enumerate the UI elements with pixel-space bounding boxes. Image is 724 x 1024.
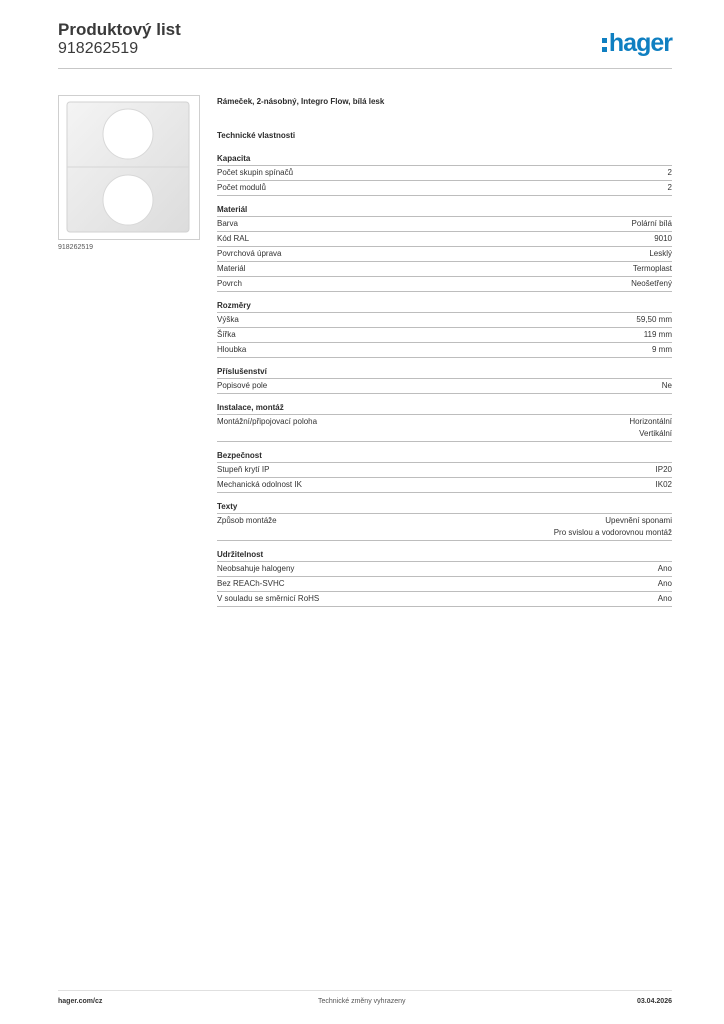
property-value (656, 479, 672, 491)
technical-properties-heading: Technické vlastnosti (217, 131, 296, 140)
hager-logo (602, 30, 672, 56)
property-label: Neobsahuje halogeny (217, 564, 295, 573)
property-value (631, 278, 672, 290)
group-title: Rozměry (217, 300, 672, 313)
property-label: Šířka (217, 330, 236, 339)
page-title: Produktový list (58, 20, 181, 39)
property-group (217, 402, 672, 442)
property-row (217, 247, 672, 262)
footer-divider (58, 990, 672, 991)
property-group (217, 501, 672, 541)
property-label: Počet skupin spínačů (217, 168, 294, 177)
property-value-line: Neošetřený (631, 279, 672, 288)
property-row (217, 592, 672, 607)
property-row (217, 514, 672, 541)
property-row (217, 562, 672, 577)
property-value-line: Horizontální (629, 417, 672, 426)
property-value-line: Ano (657, 594, 672, 603)
property-label: Povrchová úprava (217, 249, 282, 258)
group-title: Kapacita (217, 153, 672, 166)
property-value (632, 218, 672, 230)
property-value-line: 119 mm (643, 330, 672, 339)
property-value-line: Vertikální (639, 429, 672, 438)
property-value (658, 593, 672, 605)
property-value-line: Termoplast (632, 264, 672, 273)
group-title: Bezpečnost (217, 450, 672, 463)
property-label: Výška (217, 315, 239, 324)
property-label: V souladu se směrnicí RoHS (217, 594, 320, 603)
property-groups (217, 153, 672, 607)
property-label: Stupeň krytí IP (217, 465, 270, 474)
property-value-line: IP20 (655, 465, 672, 474)
property-row (217, 232, 672, 247)
property-label: Způsob montáže (217, 516, 277, 525)
property-value-line: IK02 (655, 480, 672, 489)
property-value (633, 263, 672, 275)
property-label: Popisové pole (217, 381, 268, 390)
property-value-line: 59,50 mm (636, 315, 672, 324)
property-value-line: Ano (657, 579, 672, 588)
logo-dots-icon (602, 38, 607, 52)
property-value (554, 515, 672, 539)
property-label: Bez REACh-SVHC (217, 579, 285, 588)
property-group (217, 450, 672, 493)
property-value (652, 344, 672, 356)
property-row (217, 313, 672, 328)
property-row (217, 328, 672, 343)
property-row (217, 478, 672, 493)
group-title: Texty (217, 501, 672, 514)
logo-text: hager (608, 29, 672, 57)
property-value-line: 9010 (654, 234, 672, 243)
property-label: Hloubka (217, 345, 247, 354)
property-value-line: 2 (667, 183, 672, 192)
header-divider (58, 68, 672, 69)
property-label: Mechanická odolnost IK (217, 480, 302, 489)
property-value (654, 233, 672, 245)
property-label: Kód RAL (217, 234, 250, 243)
product-name: Rámeček, 2-násobný, Integro Flow, bílá lesk (217, 97, 385, 106)
property-row (217, 379, 672, 394)
property-group (217, 366, 672, 394)
property-value (662, 380, 672, 392)
property-row (217, 166, 672, 181)
property-value (656, 464, 672, 476)
image-caption: 918262519 (58, 244, 94, 251)
group-title: Materiál (217, 204, 672, 217)
property-value-line: 2 (667, 168, 672, 177)
property-value-line: Polární bílá (631, 219, 672, 228)
property-value-line: 9 mm (652, 345, 672, 354)
property-value (668, 182, 672, 194)
property-value (629, 416, 672, 440)
property-row (217, 262, 672, 277)
property-value-line: Ne (661, 381, 672, 390)
property-value-line: Ano (657, 564, 672, 573)
property-value-line: Pro svislou a vodorovnou montáž (553, 528, 672, 537)
property-label: Materiál (217, 264, 246, 273)
property-row (217, 277, 672, 292)
property-value (636, 314, 672, 326)
property-label: Povrch (217, 279, 242, 288)
property-row (217, 343, 672, 358)
double-frame-product-image-icon (59, 96, 199, 239)
property-group (217, 204, 672, 292)
property-row (217, 415, 672, 442)
footer-disclaimer: Technické změny vyhrazeny (318, 998, 406, 1005)
product-details (217, 96, 672, 607)
property-value (644, 329, 672, 341)
footer-date: 03.04.2026 (636, 998, 672, 1005)
group-title: Instalace, montáž (217, 402, 672, 415)
product-image (58, 95, 200, 240)
property-row (217, 217, 672, 232)
property-value (649, 248, 672, 260)
footer-website-link[interactable]: hager.com/cz (58, 998, 103, 1005)
property-label: Montážní/připojovací poloha (217, 417, 318, 426)
property-value-line: Lesklý (649, 249, 672, 258)
property-value (668, 167, 672, 179)
property-row (217, 463, 672, 478)
property-label: Počet modulů (217, 183, 266, 192)
property-group (217, 300, 672, 358)
property-value (658, 563, 672, 575)
group-title: Příslušenství (217, 366, 672, 379)
property-label: Barva (217, 219, 238, 228)
property-row (217, 181, 672, 196)
property-group (217, 549, 672, 607)
property-group (217, 153, 672, 196)
property-value-line: Upevnění sponami (605, 516, 672, 525)
property-value (658, 578, 672, 590)
product-number: 918262519 (58, 40, 139, 57)
group-title: Udržitelnost (217, 549, 672, 562)
property-row (217, 577, 672, 592)
